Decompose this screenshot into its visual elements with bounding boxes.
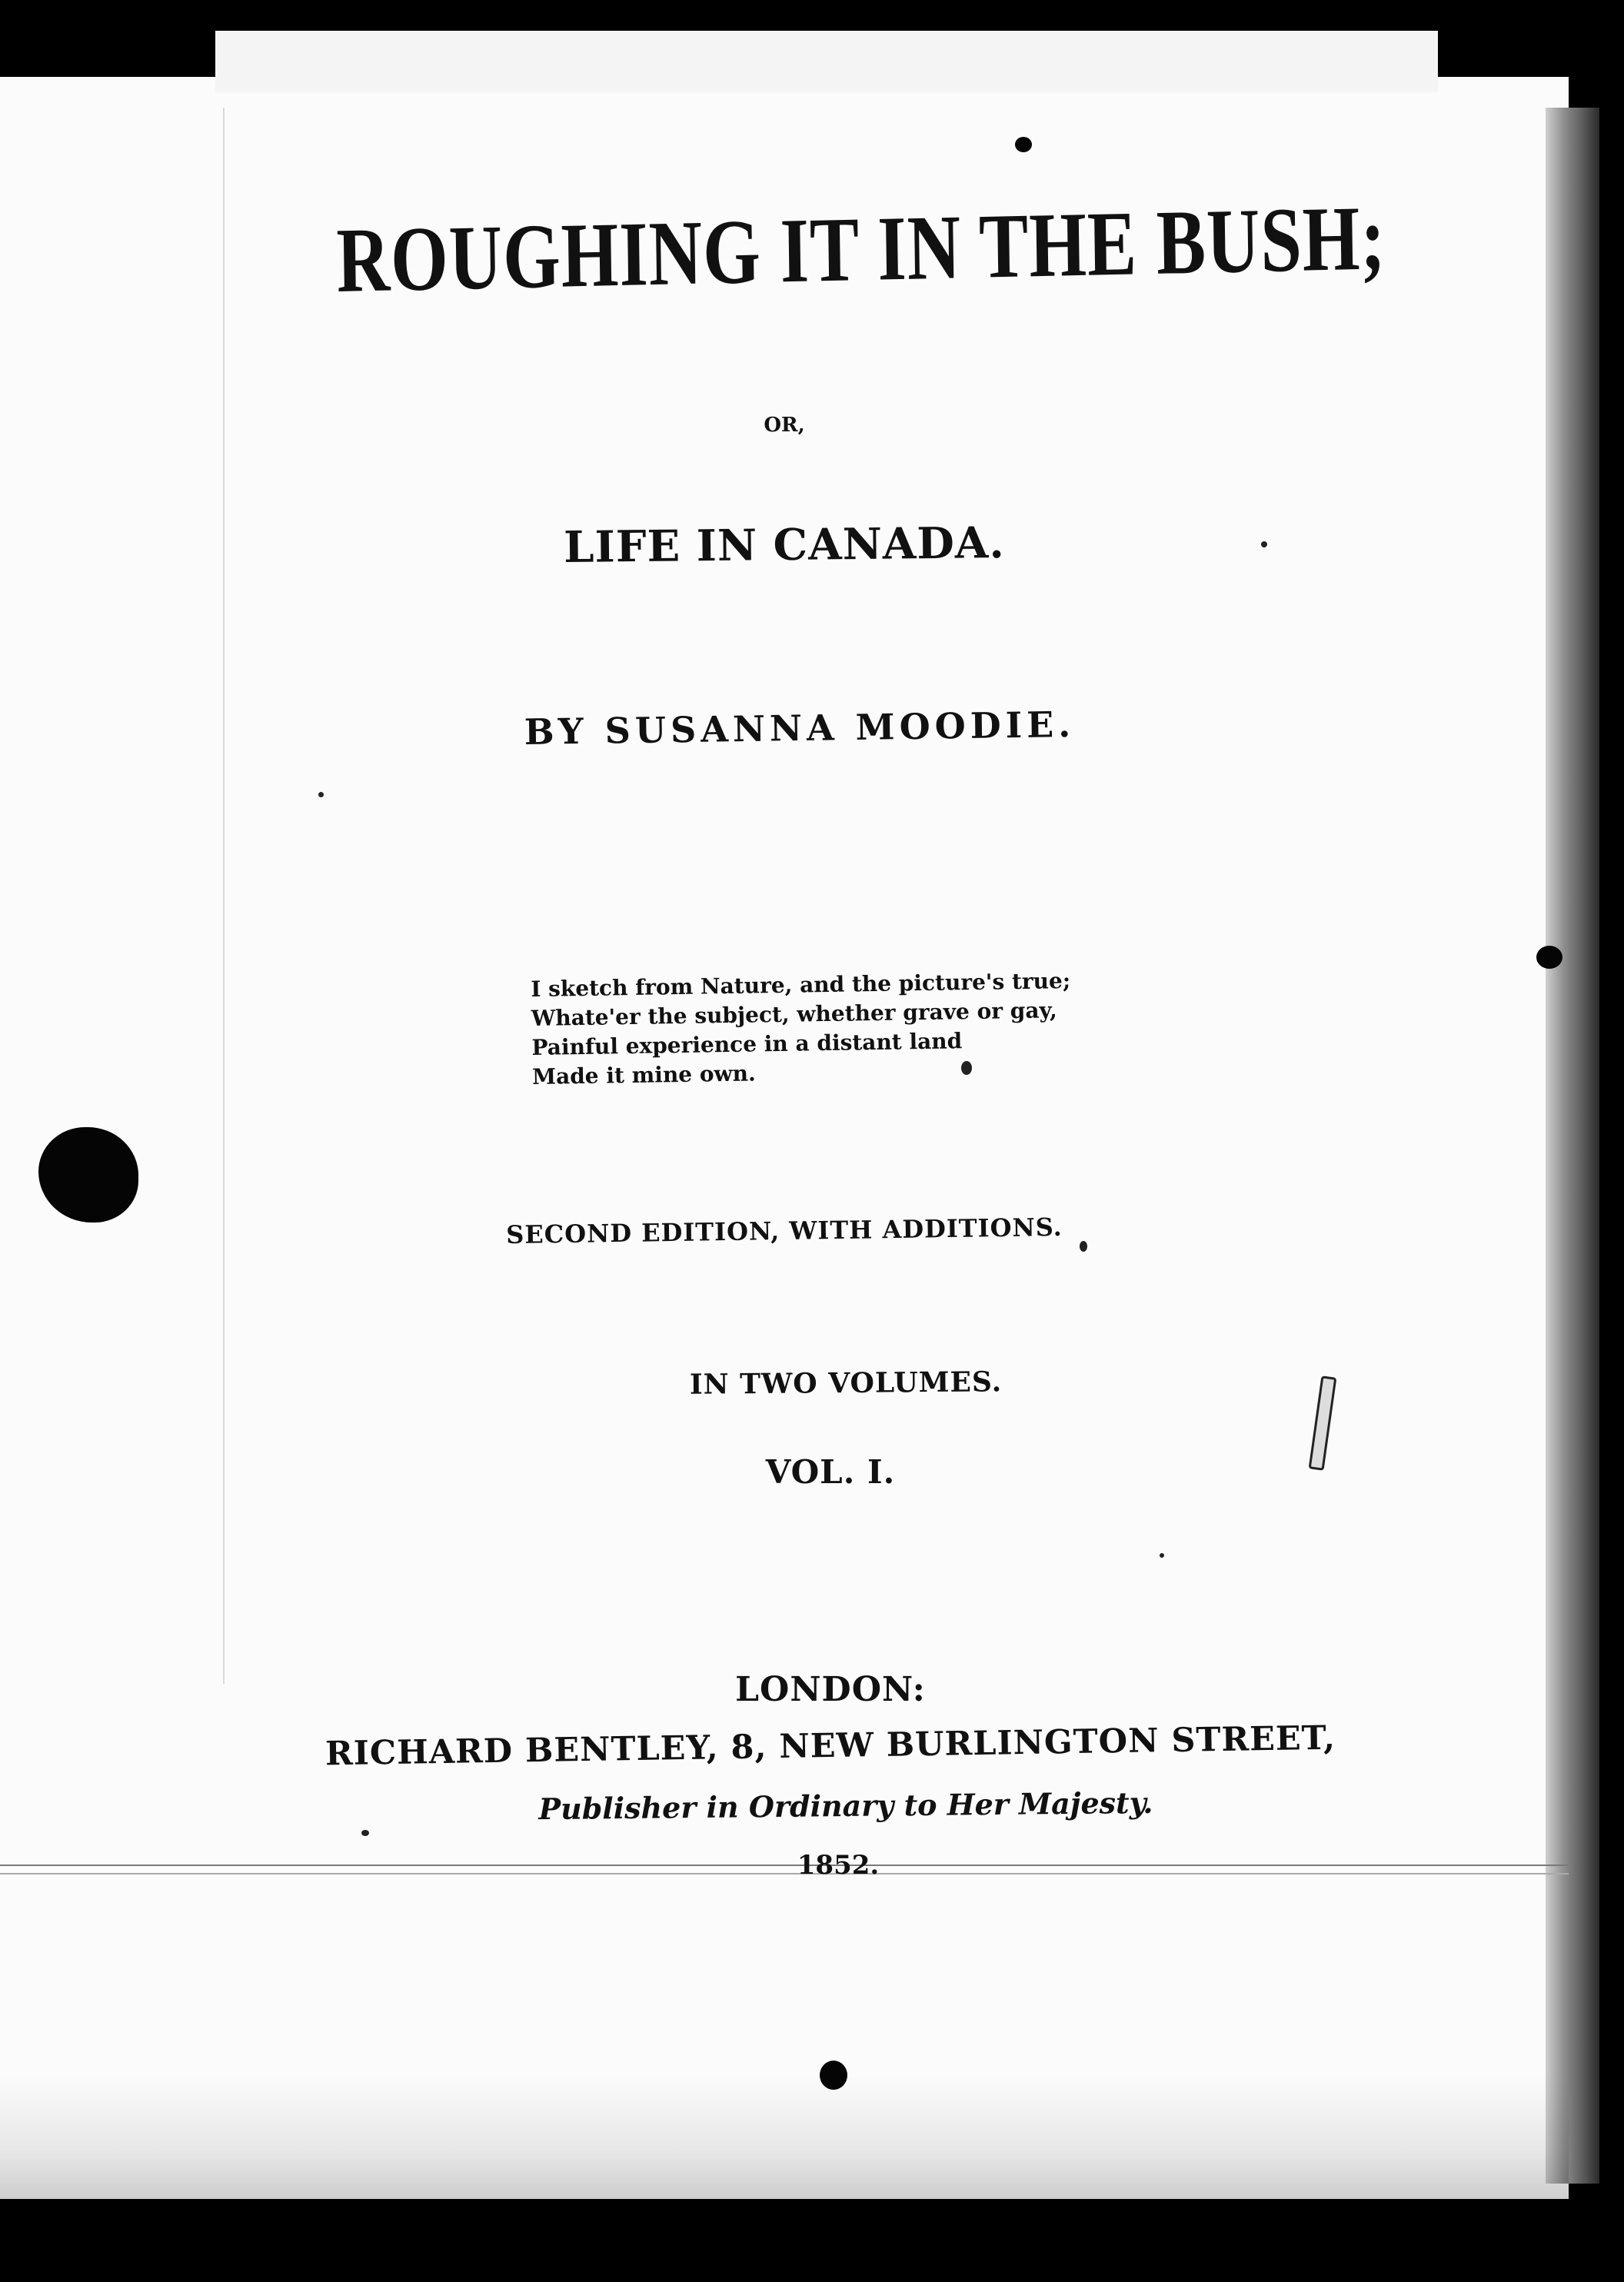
speck: [1080, 1241, 1087, 1252]
gutter-crease: [223, 108, 225, 1684]
page-bottom-shadow: [0, 2076, 1569, 2199]
speck: [361, 1830, 369, 1836]
epigraph-line: I sketch from Nature, and the picture's true;: [531, 967, 1071, 1002]
ink-blot-bottom: [820, 2061, 847, 2090]
epigraph-line: Painful experience in a distant land: [531, 1028, 963, 1060]
book-title: ROUGHING IT IN THE BUSH;: [335, 185, 1387, 312]
title-page: [0, 77, 1569, 2199]
imprint-publisher-role: Publisher in Ordinary to Her Majesty.: [538, 1785, 1153, 1827]
speck: [318, 792, 324, 797]
book-subtitle: LIFE IN CANADA.: [563, 517, 1006, 574]
imprint-city: LONDON:: [735, 1670, 926, 1709]
epigraph-line: Whate'er the subject, whether grave or gay,: [531, 997, 1058, 1031]
imprint-year: 1852.: [797, 1850, 880, 1881]
edition-statement: SECOND EDITION, WITH ADDITIONS.: [505, 1212, 1063, 1250]
imprint-publisher: RICHARD BENTLEY, 8, NEW BURLINGTON STREET,: [324, 1718, 1336, 1774]
ink-blot-top: [1015, 137, 1032, 152]
volumes-statement: IN TWO VOLUMES.: [689, 1366, 1003, 1401]
epigraph-line: Made it mine own.: [531, 1060, 756, 1089]
speck: [1160, 1553, 1164, 1558]
author-line: BY SUSANNA MOODIE.: [524, 704, 1076, 753]
volume-number: VOL. I.: [765, 1453, 896, 1491]
epigraph: [531, 966, 1072, 1092]
page-top-edge: [215, 31, 1438, 92]
title-connector: OR,: [764, 414, 805, 437]
ink-blot-right: [1536, 946, 1562, 969]
